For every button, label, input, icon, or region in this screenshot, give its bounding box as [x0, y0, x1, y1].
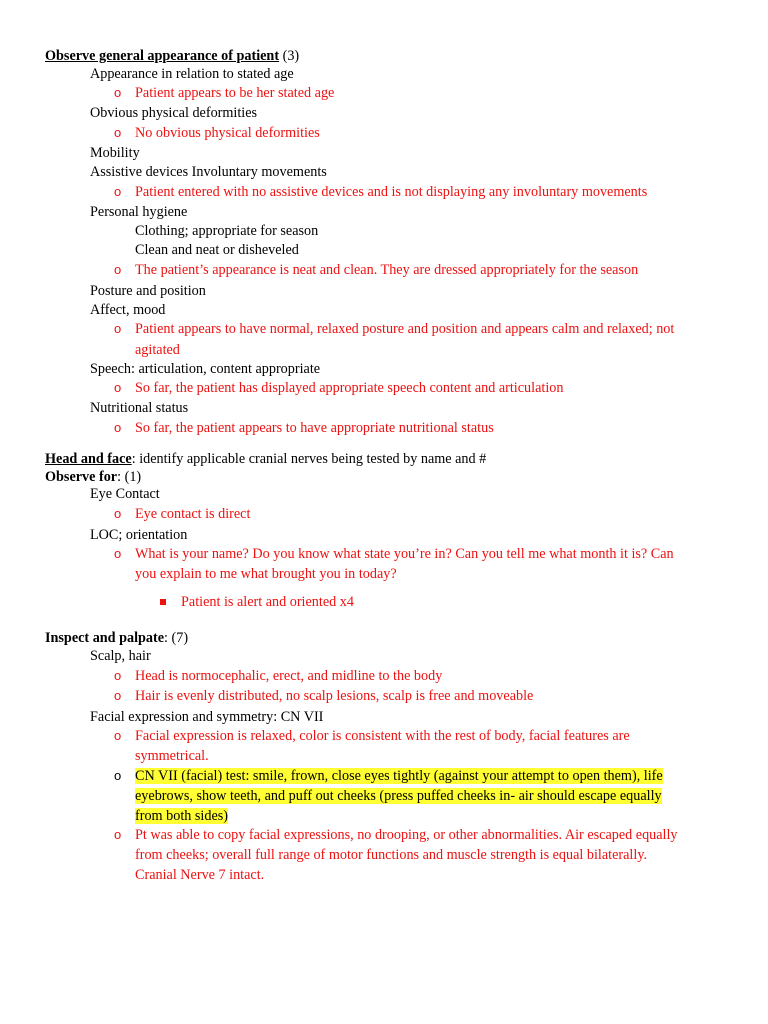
- note-loc-sub: Patient is alert and oriented x4: [181, 594, 354, 610]
- cn7-test-line3: [135, 806, 228, 826]
- note-result-line1: Pt was able to copy facial expressions, no drooping, or other abnormalities. Air escaped equally: [135, 827, 678, 843]
- bullet-icon: o: [114, 125, 122, 140]
- bullet-icon: o: [114, 184, 122, 199]
- note-result-line3: Cranial Nerve 7 intact.: [135, 867, 265, 883]
- item-deformities: Obvious physical deformities: [90, 105, 258, 121]
- item-posture: Posture and position: [90, 283, 206, 299]
- bullet-icon: o: [114, 380, 122, 395]
- note-hygiene: The patient’s appearance is neat and clean. They are dressed appropriately for the season: [135, 262, 639, 278]
- observe-for-text: Observe for: [45, 469, 118, 485]
- section-heading-observe: [45, 46, 299, 66]
- cn7-test-line2: [135, 786, 662, 806]
- item-assistive: Assistive devices Involuntary movements: [90, 164, 327, 180]
- observe-for-points: : (1): [117, 469, 142, 485]
- bullet-icon: o: [114, 668, 122, 683]
- observe-heading-text: Observe general appearance of patient: [45, 48, 280, 64]
- bullet-icon: o: [114, 262, 122, 277]
- bullet-icon: o: [114, 321, 122, 336]
- item-hygiene: Personal hygiene: [90, 204, 188, 220]
- note-eye-contact: Eye contact is direct: [135, 506, 251, 522]
- note-nutrition: So far, the patient appears to have appropriate nutritional status: [135, 420, 494, 436]
- head-heading-text: Head and face: [45, 451, 132, 467]
- item-scalp: Scalp, hair: [90, 648, 151, 664]
- head-heading-rest: : identify applicable cranial nerves being tested by name and #: [131, 451, 487, 467]
- item-eye-contact: Eye Contact: [90, 486, 160, 502]
- bullet-icon: o: [114, 728, 122, 743]
- bullet-icon: o: [114, 420, 122, 435]
- section-heading-inspect: [45, 628, 188, 648]
- cn7-test-text3: from both sides): [135, 808, 228, 824]
- item-mobility: Mobility: [90, 145, 140, 161]
- note-facial-line2: symmetrical.: [135, 748, 209, 764]
- item-speech: Speech: articulation, content appropriate: [90, 361, 321, 377]
- bullet-icon: o: [114, 827, 122, 842]
- cn7-test-line1: [135, 766, 663, 786]
- note-loc-line1: What is your name? Do you know what state you’re in? Can you tell me what month it is? Can: [135, 546, 674, 562]
- bullet-icon: o: [114, 688, 122, 703]
- cn7-test-text2: eyebrows, show teeth, and puff out cheeks (press puffed cheeks in- air should escape equally: [135, 788, 662, 804]
- item-appearance-age: Appearance in relation to stated age: [90, 66, 294, 82]
- note-scalp-2: Hair is evenly distributed, no scalp lesions, scalp is free and moveable: [135, 688, 534, 704]
- bullet-icon: o: [114, 506, 122, 521]
- square-bullet-icon: [160, 599, 166, 605]
- bullet-icon: o: [114, 546, 122, 561]
- note-speech: So far, the patient has displayed appropriate speech content and articulation: [135, 380, 564, 396]
- item-affect: Affect, mood: [90, 302, 166, 318]
- note-appearance-age: Patient appears to be her stated age: [135, 85, 335, 101]
- section-heading-head: [45, 449, 486, 469]
- bullet-icon: o: [114, 85, 122, 100]
- note-affect-line1: Patient appears to have normal, relaxed posture and position and appears calm and relaxed; not: [135, 321, 675, 337]
- cn7-test-text1: CN VII (facial) test: smile, frown, close eyes tightly (against your attempt to open them), life: [135, 768, 663, 784]
- note-scalp-1: Head is normocephalic, erect, and midline to the body: [135, 668, 443, 684]
- note-facial-line1: Facial expression is relaxed, color is consistent with the rest of body, facial features are: [135, 728, 630, 744]
- item-nutrition: Nutritional status: [90, 400, 189, 416]
- observe-points: (3): [279, 48, 300, 64]
- item-loc: LOC; orientation: [90, 527, 188, 543]
- note-result-line2: from cheeks; overall full range of motor functions and muscle strength is equal bilaterally.: [135, 847, 648, 863]
- item-clothing: Clothing; appropriate for season: [135, 223, 319, 239]
- bullet-icon: o: [114, 768, 122, 783]
- note-affect-line2: agitated: [135, 342, 180, 358]
- item-facial: Facial expression and symmetry: CN VII: [90, 709, 324, 725]
- inspect-heading-text: Inspect and palpate: [45, 630, 165, 646]
- inspect-points: : (7): [164, 630, 189, 646]
- note-loc-line2: you explain to me what brought you in today?: [135, 566, 397, 582]
- note-deformities: No obvious physical deformities: [135, 125, 320, 141]
- item-clean: Clean and neat or disheveled: [135, 242, 299, 258]
- note-assistive: Patient entered with no assistive devices and is not displaying any involuntary movements: [135, 184, 648, 200]
